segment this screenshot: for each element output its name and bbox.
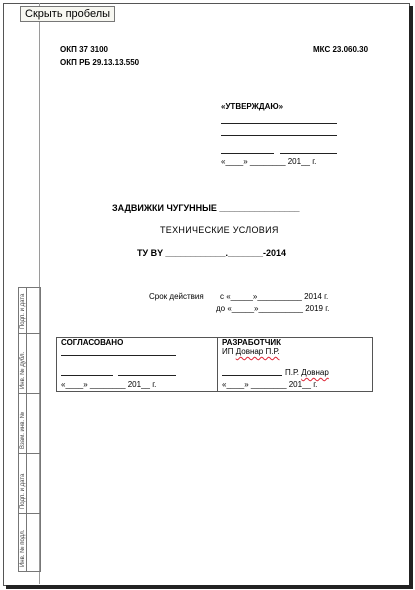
developer-date: «____» ________ 201__ г. xyxy=(222,380,318,389)
validity-to: до «_____»__________ 2019 г. xyxy=(216,304,330,313)
tu-number: ТУ BY ____________._______-2014 xyxy=(137,248,287,258)
agreed-date: «____» ________ 201__ г. xyxy=(61,380,157,389)
developer-sign-suffix: П.Р. xyxy=(285,368,300,377)
okp-code: ОКП 37 3100 xyxy=(60,45,108,54)
developer-org-prefix: ИП xyxy=(222,347,234,356)
margin-divider xyxy=(19,513,40,514)
developer-org-name: Довнар П.Р. xyxy=(235,347,280,356)
signature-line xyxy=(221,123,337,124)
page-shadow-bottom xyxy=(6,585,413,589)
page-shadow xyxy=(409,6,413,588)
table-divider xyxy=(217,338,218,391)
mks-code: МКС 23.060.30 xyxy=(313,45,369,54)
signature-line xyxy=(280,153,337,154)
signature-line xyxy=(222,375,282,376)
developer-title: РАЗРАБОТЧИК xyxy=(222,338,281,347)
document-page xyxy=(3,3,410,586)
document-subtitle: ТЕХНИЧЕСКИЕ УСЛОВИЯ xyxy=(160,225,279,235)
agreed-title: СОГЛАСОВАНО xyxy=(61,338,124,347)
validity-label: Срок действия xyxy=(149,292,204,301)
margin-divider xyxy=(19,393,40,394)
signature-line xyxy=(221,153,274,154)
approve-date: «____» ________ 201__ г. xyxy=(221,157,317,166)
hide-whitespace-tooltip[interactable]: Скрыть пробелы xyxy=(20,6,115,22)
margin-label: Инв. № подл. xyxy=(20,529,26,567)
signature-line xyxy=(61,375,113,376)
approve-title: «УТВЕРЖДАЮ» xyxy=(221,102,284,111)
margin-label: Подп. и дата xyxy=(20,473,26,509)
document-title: ЗАДВИЖКИ ЧУГУННЫЕ ________________ xyxy=(112,203,300,213)
signature-line xyxy=(61,355,176,356)
developer-sign-surname: Довнар xyxy=(301,368,329,377)
okp-rb-code: ОКП РБ 29.13.13.550 xyxy=(60,58,140,67)
developer-org xyxy=(222,347,280,356)
margin-divider xyxy=(19,453,40,454)
validity-from: с «_____»__________ 2014 г. xyxy=(220,292,329,301)
signature-line xyxy=(221,135,337,136)
signature-line xyxy=(118,375,176,376)
margin-stamp-column xyxy=(18,287,41,572)
developer-sign-name xyxy=(285,368,329,377)
margin-divider xyxy=(19,333,40,334)
margin-label: Инв. № дубл. xyxy=(20,351,26,389)
margin-inner-line xyxy=(26,288,27,571)
margin-label: Взам. инв. № xyxy=(20,411,26,449)
margin-label: Подп. и дата xyxy=(20,293,26,329)
